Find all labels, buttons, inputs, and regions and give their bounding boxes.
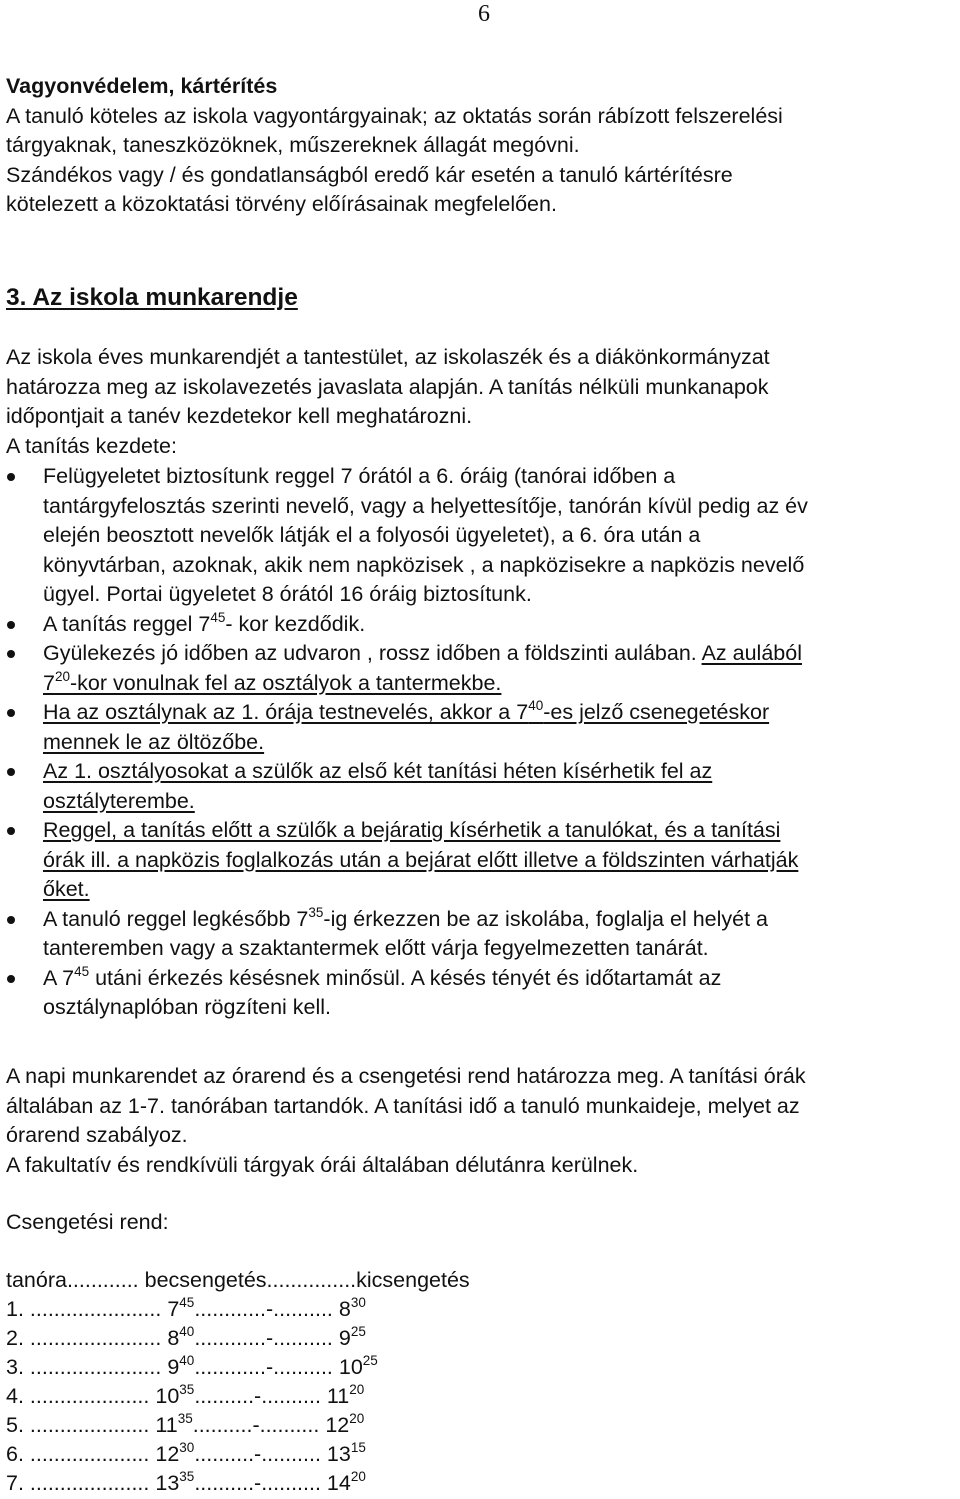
rule-supervision: Felügyeletet biztosítunk reggel 7 órától a 6. óráig (tanórai időben a tantárgyfelosztás szerinti nevelő, vagy a helyettesítője, tanórán kívül pedig az év elején beosztott nevelők látják el a folyosói ügyeletet), a 6. óra után a könyvtárban, azoknak, akik nem napközisek , a napközisekre a napközis nevelő ügyel. Portai ügyeletet 8 órától 16 óráig biztosítunk. — [6, 462, 958, 610]
dots: .................... — [23, 1442, 156, 1466]
start-hour: 7 — [167, 1297, 180, 1321]
bell-row — [6, 1324, 706, 1353]
dots: .................... — [23, 1471, 156, 1495]
intro-line: Az iskola éves munkarendjét a tantestület, az iskolaszék és a diákönkormányzat — [6, 345, 770, 369]
section-intro — [6, 343, 958, 461]
start-hour: 12 — [155, 1442, 180, 1466]
rule-start-time: A tanítás reggel $7^{45}-$ kor kezdődik. — [6, 610, 958, 640]
rule-gathering: Gyülekezés jó időben az udvaron , rossz időben a földszinti aulában. Az aulából $7^{20}$-kor vonulnak fel az osztályok a tantermekbe. — [6, 639, 958, 698]
dots: .................... — [23, 1413, 156, 1437]
bell-schedule-header: tanóra............ becsengetés...............kicsengetés — [6, 1268, 470, 1292]
start-hour: 13 — [155, 1471, 180, 1495]
start-hour: 10 — [155, 1384, 180, 1408]
start-minute: 35 — [179, 1382, 195, 1397]
intro-line: határozza meg az iskolavezetés javaslata alapján. A tanítás nélküli munkanapok — [6, 374, 769, 399]
daily-section — [6, 1062, 958, 1180]
property-line: Szándékos vagy / és gondatlanságból eredő kár esetén a tanuló kártérítésre — [6, 162, 733, 187]
start-hour: 11 — [155, 1413, 178, 1437]
bell-row — [6, 1411, 706, 1440]
end-minute: 25 — [362, 1353, 378, 1368]
daily-line: A napi munkarendet az órarend és a csengetési rend határozza meg. A tanítási órák — [6, 1064, 806, 1088]
page-number: 6 — [478, 1, 490, 27]
property-heading: Vagyonvédelem, kártérítés — [6, 74, 278, 98]
period-number: 3. — [6, 1355, 24, 1379]
dots: ...................... — [23, 1326, 168, 1350]
rules-list — [6, 462, 958, 1023]
end-minute: 15 — [350, 1440, 366, 1455]
bell-label: Csengetési rend: — [6, 1210, 169, 1234]
dots: .................... — [23, 1384, 156, 1408]
start-minute: 40 — [179, 1324, 195, 1339]
intro-line: időpontjait a tanév kezdetekor kell meghatározni. — [6, 404, 473, 428]
dots: ...................... — [23, 1297, 168, 1321]
end-hour: 13 — [326, 1442, 351, 1466]
period-number: 4. — [6, 1384, 24, 1408]
start-minute: 35 — [177, 1411, 193, 1426]
dots: ...................... — [23, 1355, 168, 1379]
rule-first-graders: Az 1. osztályosokat a szülők az első két tanítási héten kísérhetik fel az osztályterembe. — [6, 757, 958, 816]
period-number: 5. — [6, 1413, 24, 1437]
bell-row — [6, 1469, 706, 1498]
end-hour: 10 — [338, 1355, 363, 1379]
period-number: 6. — [6, 1442, 24, 1466]
dots: ..........-.......... — [192, 1413, 326, 1437]
daily-line: általában az 1-7. tanórában tartandók. A tanítási idő a tanuló munkaideje, melyet az — [6, 1093, 800, 1118]
dots: ..........-.......... — [194, 1442, 327, 1466]
start-hour: 9 — [167, 1355, 180, 1379]
rule-parents-escort: Reggel, a tanítás előtt a szülők a bejáratig kísérhetik a tanulókat, és a tanítási órák ill. a napközis foglalkozás után a bejárat előtt illetve a földszinten várhatják őket. — [6, 816, 958, 905]
bell-row — [6, 1295, 706, 1324]
property-line: A tanuló köteles az iskola vagyontárgyainak; az oktatás során rábízott felszerelési — [6, 103, 783, 128]
daily-line: A fakultatív és rendkívüli tárgyak órái általában délutánra kerülnek. — [6, 1152, 639, 1177]
dots: ............-.......... — [194, 1297, 339, 1321]
dots: ..........-.......... — [194, 1471, 327, 1495]
bell-schedule-rows — [6, 1295, 706, 1498]
period-number: 7. — [6, 1471, 24, 1495]
property-line: tárgyaknak, taneszközöknek, műszereknek állagát megóvni. — [6, 133, 580, 157]
dots: ............-.......... — [194, 1326, 339, 1350]
bell-row — [6, 1440, 706, 1469]
dots: ............-.......... — [194, 1355, 339, 1379]
end-hour: 12 — [325, 1413, 350, 1437]
property-section — [6, 72, 958, 220]
dots: ..........-.......... — [194, 1384, 327, 1408]
start-minute: 45 — [179, 1295, 195, 1310]
intro-line: A tanítás kezdete: — [6, 433, 177, 458]
end-minute: 20 — [349, 1411, 365, 1426]
end-minute: 30 — [350, 1295, 366, 1310]
bell-schedule — [6, 1266, 706, 1498]
start-minute: 40 — [179, 1353, 195, 1368]
bell-row — [6, 1382, 706, 1411]
end-minute: 25 — [350, 1324, 366, 1339]
start-minute: 35 — [179, 1469, 195, 1484]
section-title: 3. Az iskola munkarendje — [6, 284, 298, 311]
daily-line: órarend szabályoz. — [6, 1123, 188, 1147]
end-minute: 20 — [349, 1382, 365, 1397]
end-hour: 8 — [338, 1297, 351, 1321]
start-hour: 8 — [167, 1326, 180, 1350]
rule-arrival: A tanuló reggel legkésőbb $7^{35}-ig$ érkezzen be az iskolába, foglalja el helyét a tanteremben vagy a szaktantermek előtt várja fegyelmezetten tanárát. — [6, 905, 958, 964]
end-hour: 11 — [326, 1384, 350, 1408]
end-hour: 14 — [326, 1471, 351, 1495]
end-minute: 20 — [350, 1469, 366, 1484]
period-number: 2. — [6, 1326, 24, 1350]
rule-pe-class: Ha az osztálynak az 1. órája testnevelés, akkor a $7^{40}-es$ jelző csenegetéskor mennek le az öltözőbe. — [6, 698, 958, 757]
end-hour: 9 — [338, 1326, 351, 1350]
start-minute: 30 — [179, 1440, 195, 1455]
period-number: 1. — [6, 1297, 24, 1321]
property-line: kötelezett a közoktatási törvény előírásainak megfelelően. — [6, 192, 557, 216]
rule-lateness: A $7^{45}$ utáni érkezés késésnek minősül. A késés tényét és időtartamát az osztálynaplóban rögzíteni kell. — [6, 964, 958, 1023]
bell-row — [6, 1353, 706, 1382]
